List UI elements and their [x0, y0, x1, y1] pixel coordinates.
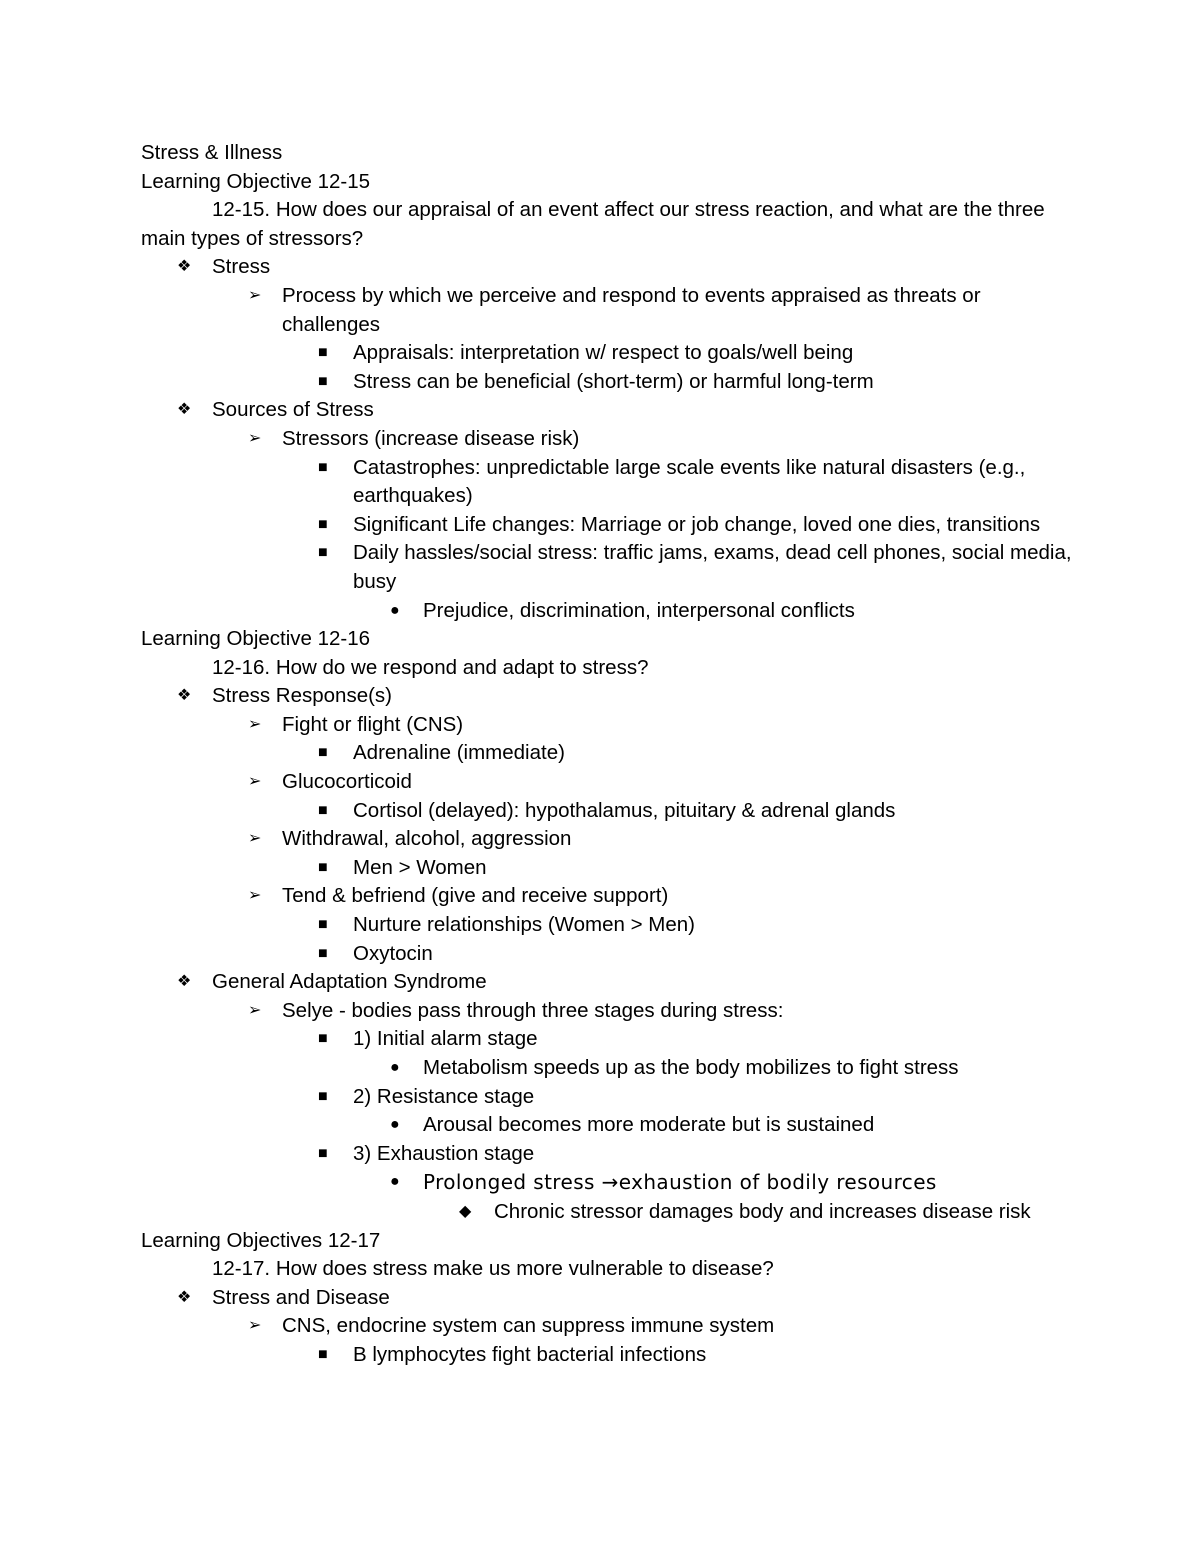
- diamond4-bullet-icon: ❖: [177, 1288, 192, 1306]
- bullet-level-1: ❖ Sources of Stress: [141, 396, 1081, 425]
- square-bullet-icon: ■: [318, 544, 328, 562]
- square-bullet-icon: ■: [318, 515, 328, 533]
- diamond4-bullet-icon: ❖: [177, 973, 192, 991]
- square-bullet-icon: ■: [318, 1345, 328, 1363]
- bullet-level-3: ■ Catastrophes: unpredictable large scale events like natural disasters (e.g., earthquakes): [318, 455, 1026, 508]
- arrow-bullet-icon: ➢: [248, 830, 262, 848]
- bullet-level-1: ❖ Stress Response(s): [141, 682, 1081, 711]
- bullet-level-4: ● Metabolism speeds up as the body mobilizes to fight stress: [141, 1054, 1081, 1083]
- square-bullet-icon: ■: [318, 744, 328, 762]
- bullet-level-3: ■ Adrenaline (immediate): [141, 739, 1081, 768]
- diamond4-bullet-icon: ❖: [177, 687, 192, 705]
- bullet-level-2: ➢ Fight or flight (CNS): [141, 711, 1081, 740]
- section-question: 12-15. How does our appraisal of an event affect our stress reaction, and what are the three main types of stressors?: [141, 198, 1045, 250]
- bullet-level-2: ➢ Glucocorticoid: [141, 768, 1081, 797]
- bullet-level-3: ■ 3) Exhaustion stage: [141, 1140, 1081, 1169]
- square-bullet-icon: ■: [318, 858, 328, 876]
- diamond-bullet-icon: ◆: [459, 1202, 472, 1220]
- square-bullet-icon: ■: [318, 1030, 328, 1048]
- bullet-level-4: ● Arousal becomes more moderate but is sustained: [141, 1111, 1081, 1140]
- square-bullet-icon: ■: [318, 944, 328, 962]
- bullet-level-3: ■ Daily hassles/social stress: traffic jams, exams, dead cell phones, social media, busy: [318, 541, 1072, 593]
- bullet-level-3: ■ Stress can be beneficial (short-term) or harmful long-term: [141, 368, 1081, 397]
- dot-bullet-icon: ●: [390, 1116, 400, 1134]
- dot-bullet-icon: ●: [390, 1173, 400, 1191]
- bullet-level-2: ➢ CNS, endocrine system can suppress immune system: [141, 1312, 1081, 1341]
- arrow-bullet-icon: ➢: [248, 429, 262, 447]
- arrow-bullet-icon: ➢: [248, 286, 262, 304]
- bullet-level-4: ● Prolonged stress →exhaustion of bodily resources: [141, 1168, 1081, 1198]
- bullet-level-3: ■ 1) Initial alarm stage: [141, 1025, 1081, 1054]
- square-bullet-icon: ■: [318, 916, 328, 934]
- section-question: 12-16. How do we respond and adapt to stress?: [212, 655, 649, 679]
- arrow-bullet-icon: ➢: [248, 1001, 262, 1019]
- bullet-level-2: ➢ Tend & befriend (give and receive support): [141, 882, 1081, 911]
- bullet-level-1: ❖ Stress: [141, 253, 1081, 282]
- bullet-level-4: ● Prejudice, discrimination, interpersonal conflicts: [141, 597, 1081, 626]
- arrow-bullet-icon: ➢: [248, 1317, 262, 1335]
- bullet-level-3: ■ Significant Life changes: Marriage or job change, loved one dies, transitions: [141, 511, 1081, 540]
- square-bullet-icon: ■: [318, 801, 328, 819]
- section-question: 12-17. How does stress make us more vulnerable to disease?: [212, 1257, 774, 1281]
- square-bullet-icon: ■: [318, 1144, 328, 1162]
- bullet-level-3: ■ Nurture relationships (Women > Men): [141, 911, 1081, 940]
- bullet-level-3: ■ B lymphocytes fight bacterial infections: [141, 1341, 1081, 1370]
- diamond4-bullet-icon: ❖: [177, 401, 192, 419]
- square-bullet-icon: ■: [318, 1087, 328, 1105]
- section-heading: Learning Objective 12-15: [141, 169, 371, 193]
- bullet-level-5: ◆ Chronic stressor damages body and increases disease risk: [141, 1198, 1081, 1227]
- bullet-level-1: ❖ General Adaptation Syndrome: [141, 968, 1081, 997]
- section-heading: Learning Objective 12-16: [141, 627, 371, 651]
- bullet-level-3: ■ Appraisals: interpretation w/ respect to goals/well being: [141, 339, 1081, 368]
- square-bullet-icon: ■: [318, 458, 328, 476]
- arrow-bullet-icon: ➢: [248, 887, 262, 905]
- arrow-bullet-icon: ➢: [248, 715, 262, 733]
- bullet-level-3: ■ Oxytocin: [141, 940, 1081, 969]
- dot-bullet-icon: ●: [390, 1059, 400, 1076]
- bullet-level-3: ■ Men > Women: [141, 854, 1081, 883]
- arrow-bullet-icon: ➢: [248, 773, 262, 791]
- bullet-level-1: ❖ Stress and Disease: [141, 1284, 1081, 1313]
- diamond4-bullet-icon: ❖: [177, 258, 192, 276]
- dot-bullet-icon: ●: [390, 601, 400, 619]
- bullet-level-2: ➢ Stressors (increase disease risk): [141, 425, 1081, 454]
- square-bullet-icon: ■: [318, 372, 328, 390]
- bullet-level-3: ■ Cortisol (delayed): hypothalamus, pituitary & adrenal glands: [141, 797, 1081, 826]
- document-title: Stress & Illness: [141, 141, 283, 164]
- bullet-level-2: ➢ Withdrawal, alcohol, aggression: [141, 825, 1081, 854]
- bullet-level-2: ➢ Process by which we perceive and respond to events appraised as threats or challenges: [248, 283, 981, 336]
- square-bullet-icon: ■: [318, 344, 328, 362]
- bullet-level-3: ■ 2) Resistance stage: [141, 1083, 1081, 1112]
- section-heading: Learning Objectives 12-17: [141, 1228, 381, 1252]
- bullet-level-2: ➢ Selye - bodies pass through three stages during stress:: [141, 997, 1081, 1026]
